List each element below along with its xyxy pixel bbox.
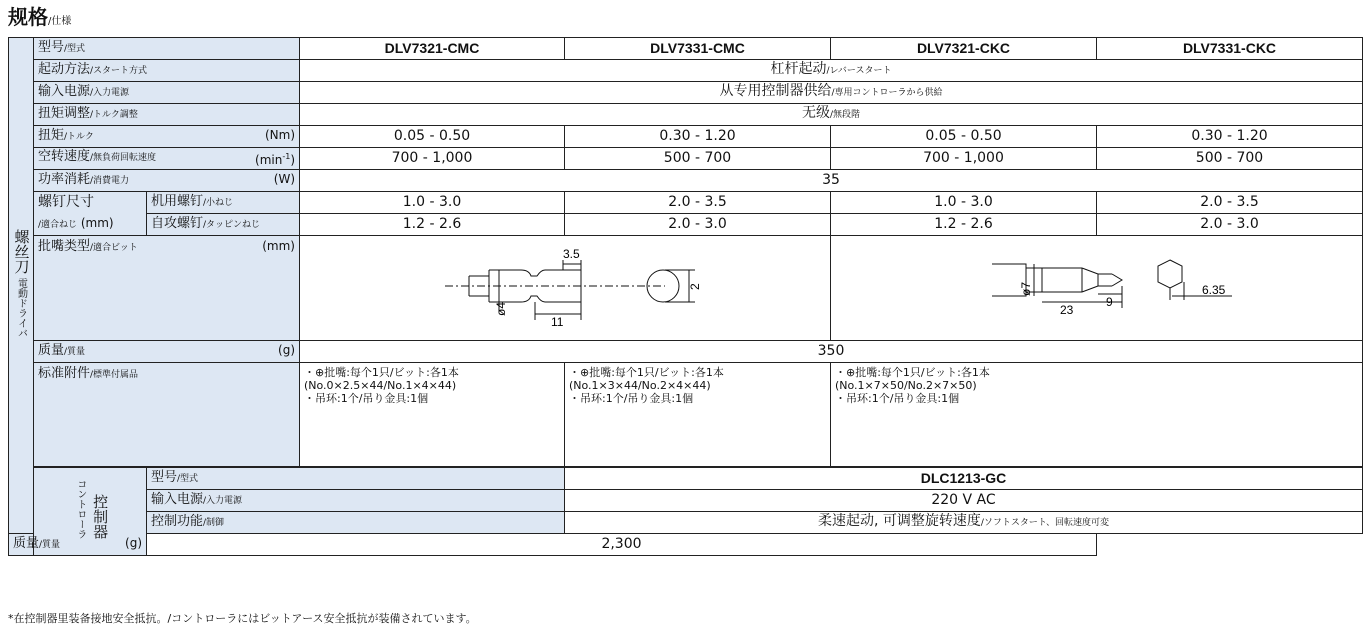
row-screw-tapping xyxy=(9,214,1363,236)
speed-2: 500 - 700 xyxy=(565,148,831,170)
row-torque xyxy=(9,126,1363,148)
title-sub: /仕様 xyxy=(48,16,72,27)
bit-a-dim-top: 3.5 xyxy=(563,247,580,261)
value-power-input: 从专用控制器供给/専用コントローラから供給 xyxy=(300,82,1363,104)
row-power-input xyxy=(9,82,1363,104)
label-torque-adj: 扭矩调整/トルク調整 xyxy=(34,104,300,126)
row-torque-adj xyxy=(9,104,1363,126)
label-accessories: 标准附件/標準付属品 xyxy=(34,363,300,467)
value-ctrl-power: 220 V AC xyxy=(565,489,1363,511)
label-screw-tapping: 自攻螺钉/タッピンねじ xyxy=(147,214,300,236)
row-accessories xyxy=(9,363,1363,467)
page-title xyxy=(8,4,71,35)
screw-tapping-2: 2.0 - 3.0 xyxy=(565,214,831,236)
model-1: DLV7321-CMC xyxy=(300,38,565,60)
label-ctrl-mass: 质量/質量 (g) xyxy=(9,533,147,555)
row-power xyxy=(9,170,1363,192)
bit-drawing-b xyxy=(831,236,1363,341)
value-ctrl-function: 柔速起动, 可调整旋转速度/ソフトスタート、回転速度可変 xyxy=(565,511,1363,533)
label-mass: 质量/質量 (g) xyxy=(34,341,300,363)
value-mass: 350 xyxy=(300,341,1363,363)
label-bit: 批嘴类型/適合ビット (mm) xyxy=(34,236,300,341)
torque-4: 0.30 - 1.20 xyxy=(1097,126,1363,148)
bit-a-diagram xyxy=(305,236,825,336)
bit-b-dim-dia: ø7 xyxy=(1018,281,1033,296)
speed-3: 700 - 1,000 xyxy=(831,148,1097,170)
screw-tapping-4: 2.0 - 3.0 xyxy=(1097,214,1363,236)
row-ctrl-mass xyxy=(9,533,1363,555)
accessories-1: ・⊕批嘴:每个1只/ビット:各1本 (No.0×2.5×44/No.1×4×44) ・吊环:1个/吊り金具:1個 xyxy=(300,363,565,467)
label-screw: 螺钉尺寸 xyxy=(34,192,147,214)
group-controller-jp: コントローラ xyxy=(74,479,86,539)
label-ctrl-function: 控制功能/制御 xyxy=(147,511,565,533)
row-ctrl-power xyxy=(9,489,1363,511)
label-power-input: 输入电源/入力電源 xyxy=(34,82,300,104)
spec-table xyxy=(8,37,1363,556)
label-screw-machine: 机用螺钉/小ねじ xyxy=(147,192,300,214)
screw-machine-1: 1.0 - 3.0 xyxy=(300,192,565,214)
model-4: DLV7331-CKC xyxy=(1097,38,1363,60)
bit-a-dim-len: 11 xyxy=(551,315,564,329)
model-2: DLV7331-CMC xyxy=(565,38,831,60)
row-model xyxy=(9,38,1363,60)
value-power: 35 xyxy=(300,170,1363,192)
screw-machine-4: 2.0 - 3.5 xyxy=(1097,192,1363,214)
bit-b-dim-len: 23 xyxy=(1059,303,1073,317)
group-screwdriver xyxy=(9,38,34,534)
row-ctrl-function xyxy=(9,511,1363,533)
group-controller-cn: 控制器 xyxy=(91,494,110,539)
value-ctrl-model: DLC1213-GC xyxy=(565,467,1363,490)
bit-b-dim-hex: 6.35 xyxy=(1201,283,1225,297)
title-main: 规格 xyxy=(8,5,48,29)
group-screwdriver-jp: 電動ドライバ xyxy=(15,277,27,338)
value-ctrl-mass: 2,300 xyxy=(147,533,1097,555)
bit-b-diagram xyxy=(832,236,1362,336)
bit-drawing-a xyxy=(300,236,831,341)
torque-3: 0.05 - 0.50 xyxy=(831,126,1097,148)
label-ctrl-model: 型号/型式 xyxy=(147,467,565,490)
label-speed: 空转速度/無負荷回転速度 $(\min^{-1})$ xyxy=(34,148,300,170)
label-torque: 扭矩/トルク (Nm) xyxy=(34,126,300,148)
label-power: 功率消耗/消費電力 (W) xyxy=(34,170,300,192)
row-mass xyxy=(9,341,1363,363)
accessories-3: ・⊕批嘴:每个1只/ビット:各1本 (No.1×7×50/No.2×7×50) ・吊环:1个/吊り金具:1個 xyxy=(831,363,1363,467)
speed-1: 700 - 1,000 xyxy=(300,148,565,170)
bit-a-dim-dia: ø4 xyxy=(494,301,508,316)
speed-4: 500 - 700 xyxy=(1097,148,1363,170)
label-screw-sub: /適合ねじ (mm) xyxy=(34,214,147,236)
footnote: *在控制器里装备接地安全抵抗。/コントローラにはビットアース安全抵抗が装備されています。 xyxy=(8,612,477,625)
label-start: 起动方法/スタート方式 xyxy=(34,60,300,82)
screw-tapping-1: 1.2 - 2.6 xyxy=(300,214,565,236)
row-bit xyxy=(9,236,1363,341)
bit-b-dim-tip: 9 xyxy=(1105,295,1113,309)
value-torque-adj: 无级/無段階 xyxy=(300,104,1363,126)
group-screwdriver-cn: 螺丝刀 xyxy=(12,228,31,274)
value-start: 杠杆起动/レバースタート xyxy=(300,60,1363,82)
label-model: 型号/型式 xyxy=(34,38,300,60)
row-ctrl-model xyxy=(9,467,1363,490)
screw-machine-3: 1.0 - 3.0 xyxy=(831,192,1097,214)
screw-machine-2: 2.0 - 3.5 xyxy=(565,192,831,214)
bit-a-dim-end: 2 xyxy=(688,283,702,290)
row-speed xyxy=(9,148,1363,170)
torque-2: 0.30 - 1.20 xyxy=(565,126,831,148)
screw-tapping-3: 1.2 - 2.6 xyxy=(831,214,1097,236)
label-ctrl-power: 输入电源/入力電源 xyxy=(147,489,565,511)
row-start xyxy=(9,60,1363,82)
model-3: DLV7321-CKC xyxy=(831,38,1097,60)
torque-1: 0.05 - 0.50 xyxy=(300,126,565,148)
accessories-2: ・⊕批嘴:每个1只/ビット:各1本 (No.1×3×44/No.2×4×44) ・吊环:1个/吊り金具:1個 xyxy=(565,363,831,467)
row-screw-machine xyxy=(9,192,1363,214)
